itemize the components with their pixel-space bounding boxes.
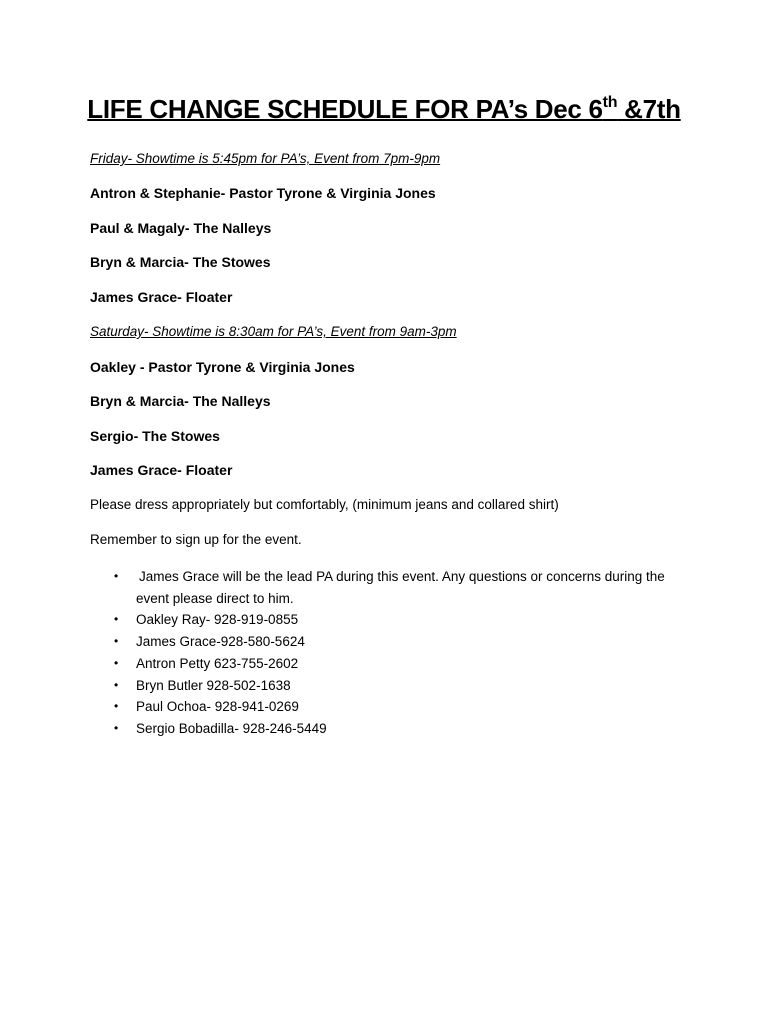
saturday-assignment-4: James Grace- Floater (90, 462, 233, 478)
saturday-header: Saturday- Showtime is 8:30am for PA’s, Event from 9am-3pm (90, 324, 457, 339)
list-item-text: James Grace will be the lead PA during this event. Any questions or concerns during the event please direct to him. (136, 569, 665, 606)
title-superscript: th (602, 94, 618, 111)
bullet-icon: • (114, 655, 119, 670)
list-item-text: Paul Ochoa- 928-941-0269 (136, 699, 299, 715)
list-item (90, 696, 670, 718)
friday-header: Friday- Showtime is 5:45pm for PA’s, Event from 7pm-9pm (90, 151, 441, 166)
title-tail: &7th (617, 94, 681, 124)
saturday-assignment-1: Oakley - Pastor Tyrone & Virginia Jones (90, 359, 355, 375)
list-item (90, 609, 670, 631)
bullet-icon: • (114, 677, 119, 692)
list-item-text: James Grace-928-580-5624 (136, 634, 305, 650)
friday-assignment-2: Paul & Magaly- The Nalleys (90, 220, 272, 236)
list-item-text: Oakley Ray- 928-919-0855 (136, 612, 299, 628)
saturday-assignment-3: Sergio- The Stowes (90, 428, 220, 444)
bullet-icon: • (114, 720, 119, 735)
saturday-assignment-2: Bryn & Marcia- The Nalleys (90, 393, 271, 409)
signup-note: Remember to sign up for the event. (90, 532, 302, 547)
bullet-icon: • (114, 634, 119, 649)
friday-assignment-4: James Grace- Floater (90, 289, 233, 305)
document-title (0, 94, 768, 125)
bullet-icon: • (114, 612, 119, 627)
list-item-text: Antron Petty 623-755-2602 (136, 655, 299, 671)
dress-code-note: Please dress appropriately but comfortably, (minimum jeans and collared shirt) (90, 497, 559, 512)
list-item (90, 718, 670, 740)
list-item-text: Sergio Bobadilla- 928-246-5449 (136, 720, 327, 736)
bullet-icon: • (114, 569, 119, 583)
friday-assignment-1: Antron & Stephanie- Pastor Tyrone & Virginia Jones (90, 185, 436, 201)
list-item (90, 675, 670, 697)
list-item (90, 631, 670, 653)
bullet-icon: • (114, 699, 119, 714)
list-item-text: Bryn Butler 928-502-1638 (136, 677, 291, 693)
contact-list (90, 566, 670, 740)
list-item (90, 653, 670, 675)
title-main: LIFE CHANGE SCHEDULE FOR PA’s Dec 6 (87, 94, 603, 124)
friday-assignment-3: Bryn & Marcia- The Stowes (90, 254, 271, 270)
list-item (90, 566, 670, 609)
